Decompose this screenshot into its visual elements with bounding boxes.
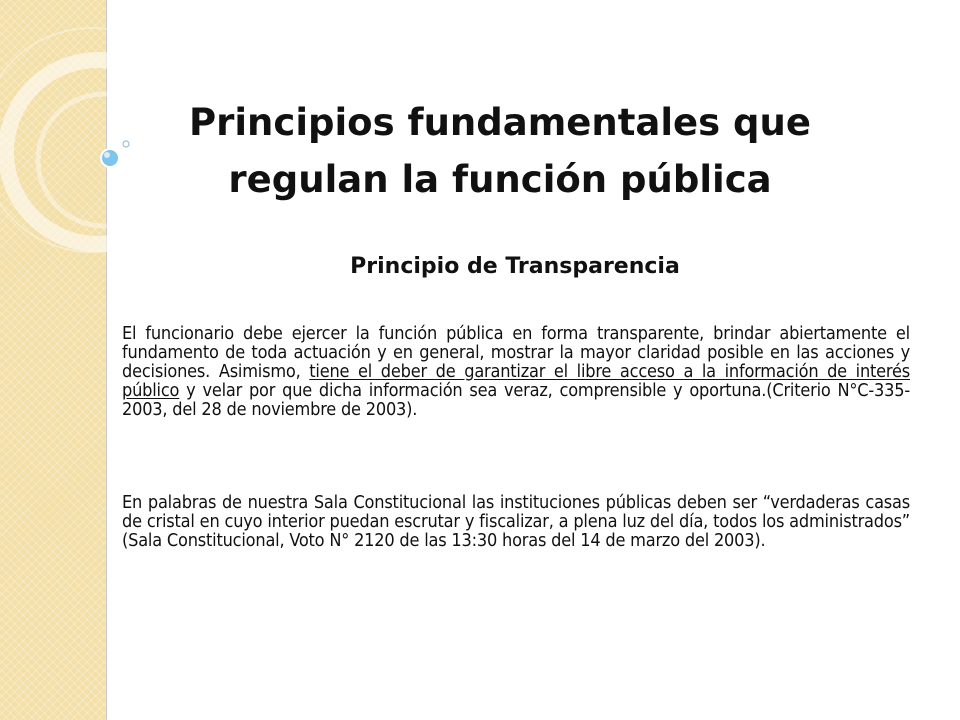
paragraph1-underlined-text: tiene el deber de garantizar el libre acceso a la información de interés público <box>122 361 910 401</box>
slide-title <box>120 94 880 208</box>
decorative-side-band <box>0 0 106 720</box>
title-line-2: regulan la función pública <box>228 158 772 201</box>
paragraph1-text-after: y velar por que dicha información sea veraz, comprensible y oportuna.(Criterio N°C-335-2003, del 28 de noviembre de 2003). <box>122 380 910 420</box>
paragraph1-text-before: El funcionario debe ejercer la función pública en forma transparente, brindar abiertamente el fundamento de toda actuación y en general, mostrar la mayor claridad posible en las acciones y decisiones. Asimismo, <box>122 323 910 382</box>
side-divider <box>106 0 107 720</box>
section-subtitle: Principio de Transparencia <box>350 254 680 279</box>
title-line-1: Principios fundamentales que <box>189 101 811 144</box>
paragraph-transparency <box>122 324 910 419</box>
paragraph-sala-constitucional: En palabras de nuestra Sala Constitucional las instituciones públicas deben ser “verdaderas casas de cristal en cuyo interior puedan escrutar y fiscalizar, a plena luz del día, todos los administrados” (Sala Constitucional, Voto N° 2120 de las 13:30 horas del 14 de marzo del 2003). <box>122 492 910 551</box>
